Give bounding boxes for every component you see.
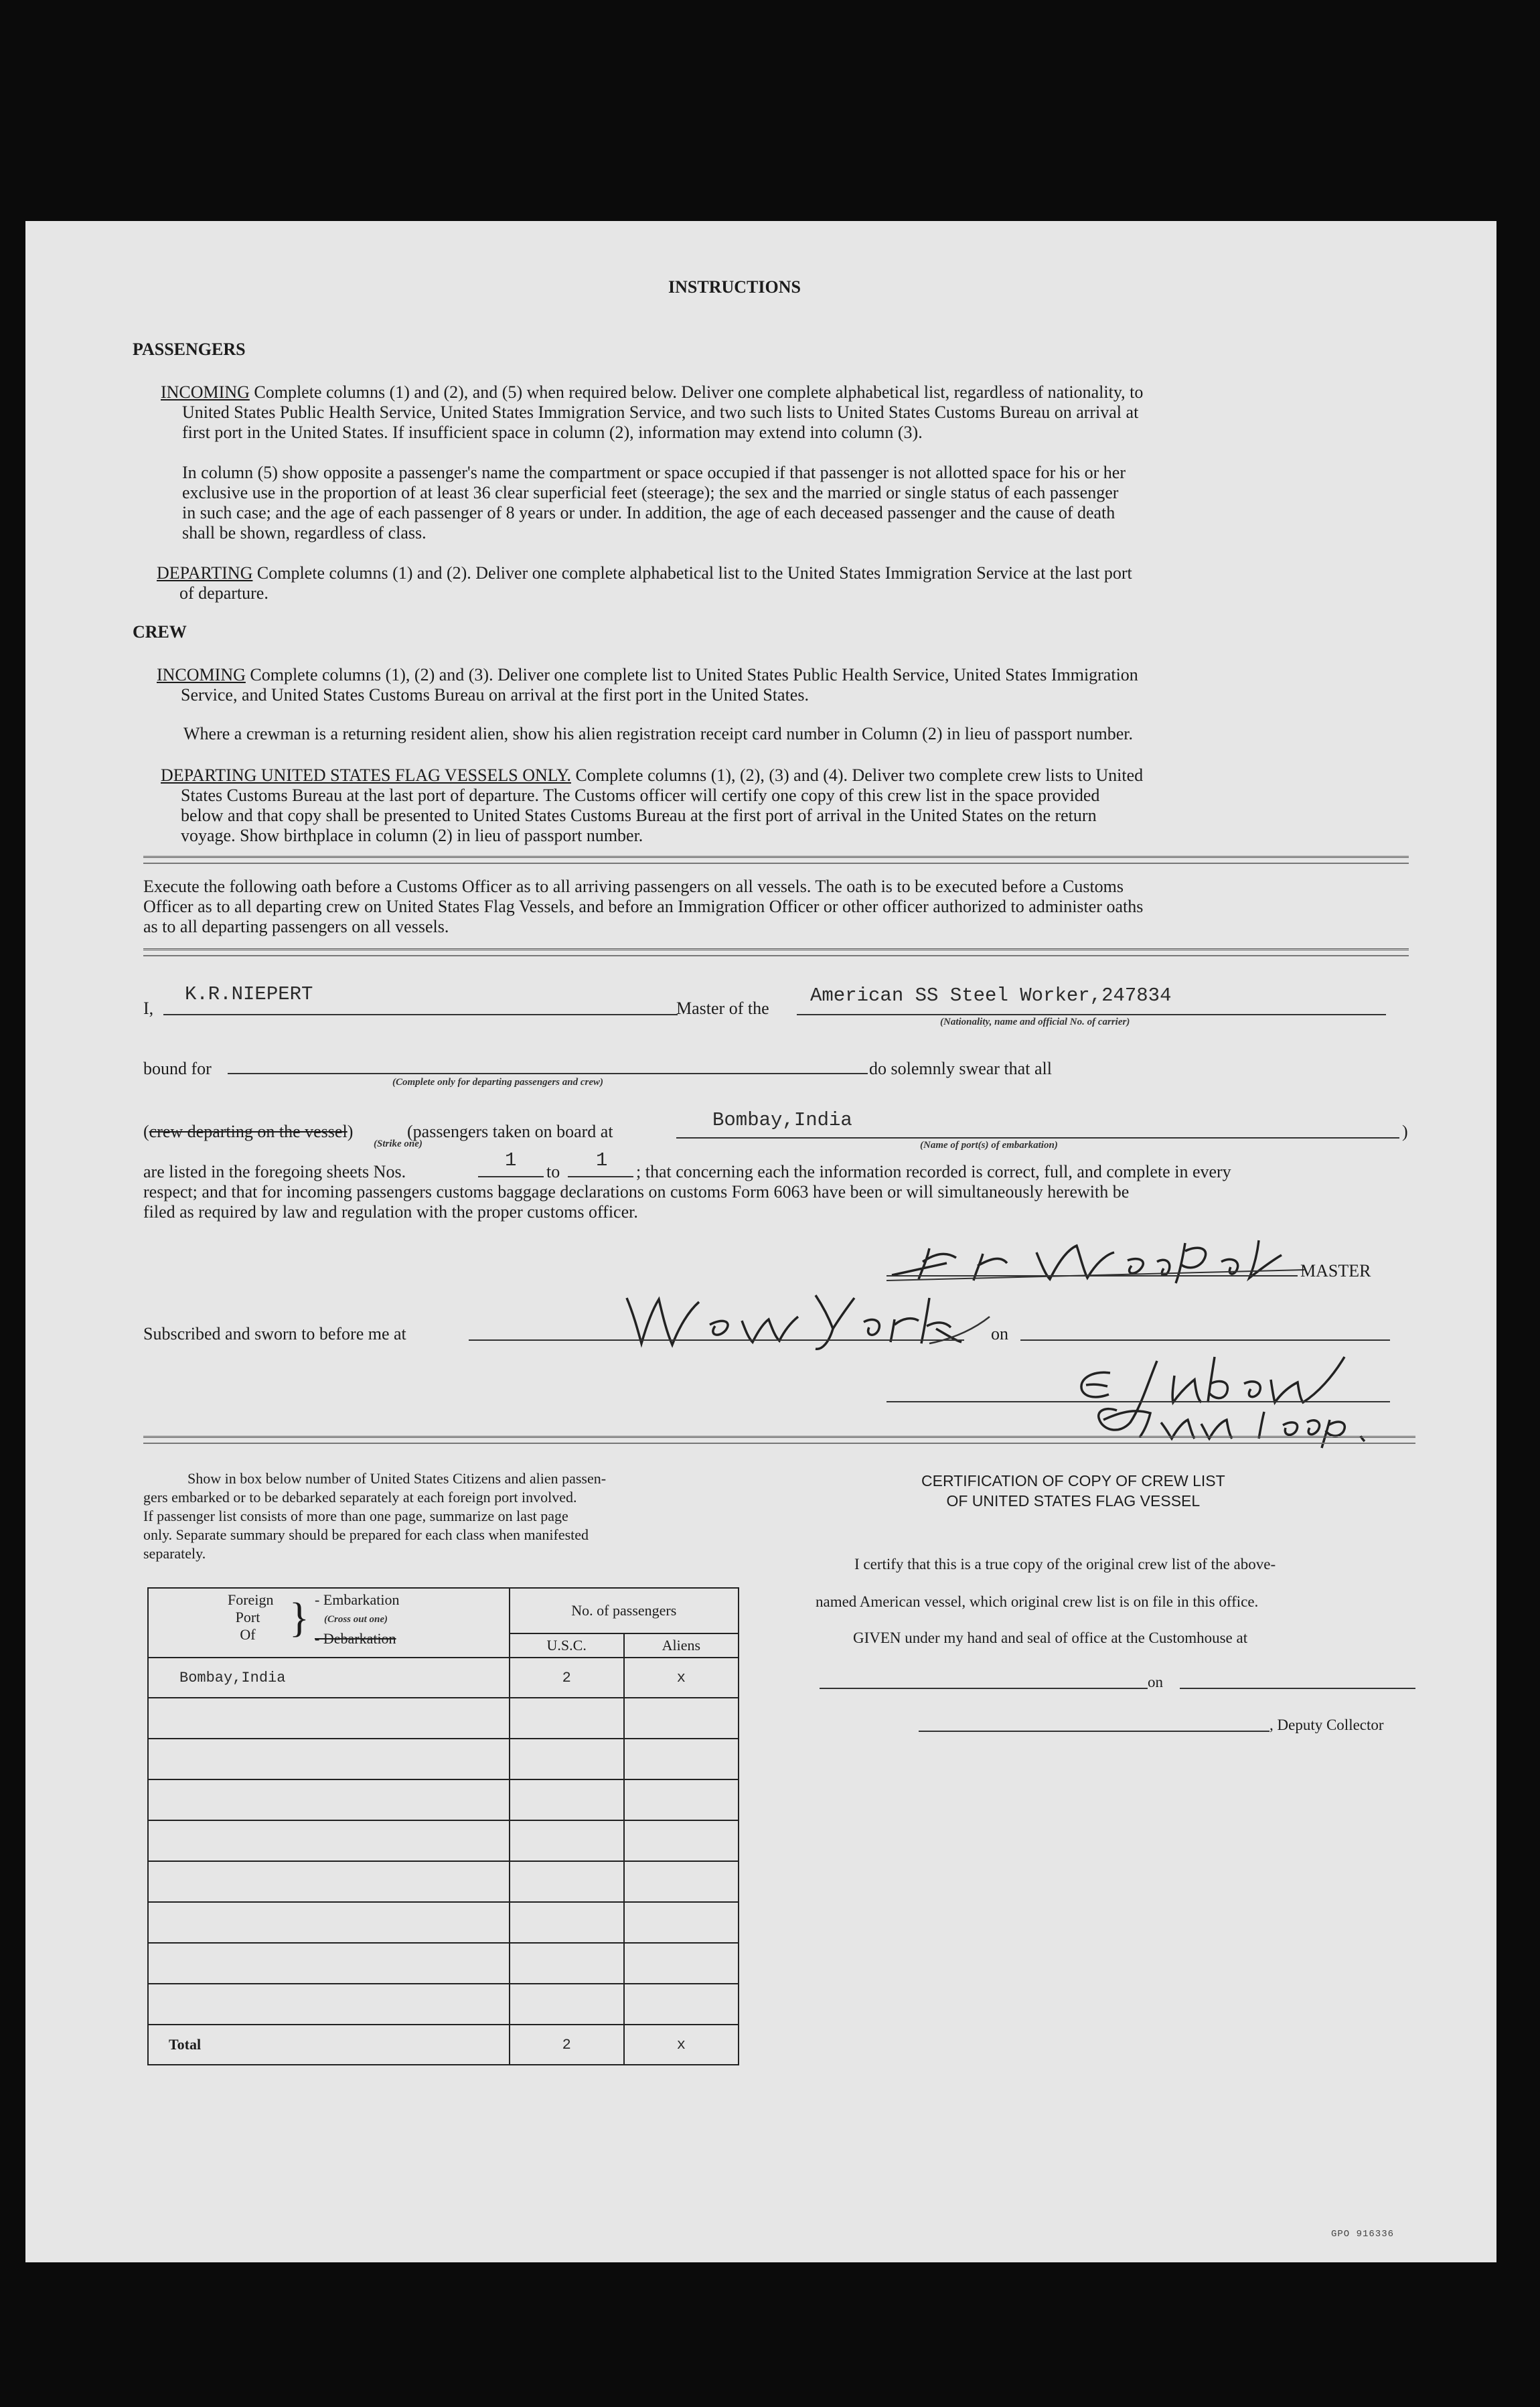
row-port[interactable] [148, 1943, 510, 1984]
bound-for-label: bound for [143, 1059, 212, 1078]
cross-out-caption: (Cross out one) [324, 1614, 388, 1625]
total-label: Total [148, 2025, 510, 2065]
crew-departing-label: DEPARTING UNITED STATES FLAG VESSELS ONLY. [161, 765, 571, 785]
summary-note-line2: gers embarked or to be debarked separately at each foreign port involved. [143, 1489, 577, 1506]
row-port[interactable] [148, 1861, 510, 1902]
row-port[interactable] [148, 1820, 510, 1861]
table-header-row [148, 1588, 739, 1633]
oath-intro-line3: as to all departing passengers on all vessels. [143, 917, 449, 936]
sheet-to-line [568, 1176, 633, 1177]
table-row [148, 1861, 739, 1902]
total-row [148, 2025, 739, 2065]
no-passengers-header: No. of passengers [510, 1588, 739, 1633]
on-label: on [991, 1324, 1008, 1343]
customhouse-line[interactable] [820, 1688, 1148, 1689]
master-name[interactable]: K.R.NIEPERT [185, 983, 313, 1005]
officer-signature [1030, 1337, 1452, 1451]
table-row [148, 1984, 739, 2025]
foreign-port-header [148, 1588, 510, 1658]
total-aliens[interactable]: x [624, 2025, 739, 2065]
certification-title [921, 1471, 1225, 1511]
row-usc[interactable]: 2 [510, 1658, 624, 1698]
instructions-title: INSTRUCTIONS [668, 277, 801, 297]
listed-rest: ; that concerning each the information recorded is correct, full, and complete in every [636, 1162, 1231, 1181]
row-port[interactable] [148, 1739, 510, 1779]
strike-caption: (Strike one) [374, 1139, 422, 1149]
row-aliens[interactable]: x [624, 1658, 739, 1698]
certification-line2: named American vessel, which original crew list is on file in this office. [816, 1593, 1259, 1610]
divider-rule [143, 948, 1409, 956]
passengers-incoming-line3: first port in the United States. If insufficient space in column (2), information may extend into column (3). [182, 423, 923, 442]
crew-heading: CREW [133, 622, 187, 642]
port-label: Port [235, 1609, 260, 1625]
row-port[interactable] [148, 1902, 510, 1943]
crew-departing-line1: DEPARTING UNITED STATES FLAG VESSELS ONLY. Complete columns (1), (2), (3) and (4). Deliver two complete crew lists to United [161, 765, 1144, 785]
aliens-header: Aliens [624, 1633, 739, 1658]
row-usc[interactable] [510, 1861, 624, 1902]
deputy-collector-label: , Deputy Collector [1269, 1717, 1384, 1733]
usc-header: U.S.C. [510, 1633, 624, 1658]
row-port[interactable]: Bombay,India [148, 1658, 510, 1698]
sheet-from[interactable]: 1 [505, 1149, 517, 1171]
passengers-taken-label: (passengers taken on board at [407, 1122, 613, 1141]
row-usc[interactable] [510, 1943, 624, 1984]
table-row [148, 1698, 739, 1739]
row-aliens[interactable] [624, 1779, 739, 1820]
row-aliens[interactable] [624, 1943, 739, 1984]
certification-line3: GIVEN under my hand and seal of office at the Customhouse at [853, 1629, 1248, 1646]
oath-line2: respect; and that for incoming passengers customs baggage declarations on customs Form 6063 have been or will simultaneously herewith be [143, 1182, 1130, 1201]
port-line [676, 1137, 1399, 1139]
summary-note-line4: only. Separate summary should be prepared for each class when manifested [143, 1526, 589, 1543]
crew-incoming-label: INCOMING [157, 665, 246, 684]
row-port[interactable] [148, 1698, 510, 1739]
master-signature-line[interactable] [887, 1275, 1298, 1277]
listed-label: are listed in the foregoing sheets Nos. [143, 1162, 406, 1181]
master-label: MASTER [1300, 1261, 1371, 1281]
table-row [148, 1658, 739, 1698]
row-usc[interactable] [510, 1820, 624, 1861]
passengers-incoming-line2: United States Public Health Service, United States Immigration Service, and two such lists to United States Customs Bureau on arrival at [182, 403, 1139, 422]
crew-incoming-line1: INCOMING Complete columns (1), (2) and (3). Deliver one complete list to United States Public Health Service, United States Immigration [157, 665, 1138, 684]
row-usc[interactable] [510, 1984, 624, 2025]
port-caption: (Name of port(s) of embarkation) [920, 1140, 1058, 1151]
passengers-incoming-line1: INCOMING Complete columns (1) and (2), and (5) when required below. Deliver one complete alphabetical list, regardless of nationality, to [161, 382, 1144, 402]
brace-glyph: } [289, 1595, 309, 1641]
summary-note-line5: separately. [143, 1545, 206, 1562]
sheet-to[interactable]: 1 [596, 1149, 608, 1171]
swear-label: do solemnly swear that all [869, 1059, 1052, 1078]
deputy-collector-line[interactable] [919, 1731, 1269, 1732]
row-aliens[interactable] [624, 1739, 739, 1779]
oath-intro-line2: Officer as to all departing crew on United States Flag Vessels, and before an Immigration Officer or other officer authorized to administer oaths [143, 897, 1144, 916]
column5-line2: exclusive use in the proportion of at least 36 clear superficial feet (steerage); the sex and the married or single status of each passenger [182, 483, 1119, 502]
form-number: GPO 916336 [1331, 2229, 1395, 2240]
of-label: Of [240, 1626, 256, 1643]
row-aliens[interactable] [624, 1984, 739, 2025]
row-usc[interactable] [510, 1779, 624, 1820]
vessel-caption: (Nationality, name and official No. of carrier) [940, 1017, 1130, 1027]
row-aliens[interactable] [624, 1698, 739, 1739]
certification-on-label: on [1148, 1674, 1163, 1690]
subscribed-label: Subscribed and sworn to before me at [143, 1324, 406, 1343]
embarkation-label[interactable]: - Embarkation [315, 1591, 400, 1608]
passengers-incoming-label: INCOMING [161, 382, 250, 402]
crew-departing-line4: voyage. Show birthplace in column (2) in lieu of passport number. [181, 826, 643, 845]
foreign-label: Foreign [228, 1591, 274, 1608]
column5-line4: shall be shown, regardless of class. [182, 523, 427, 542]
summary-note-line3: If passenger list consists of more than one page, summarize on last page [143, 1508, 568, 1524]
row-port[interactable] [148, 1779, 510, 1820]
row-usc[interactable] [510, 1698, 624, 1739]
officer-signature-line[interactable] [887, 1401, 1390, 1402]
crew-incoming-line2: Service, and United States Customs Bureau on arrival at the first port in the United States. [181, 685, 809, 705]
port-of-embarkation[interactable]: Bombay,India [712, 1109, 852, 1131]
summary-note-line1: Show in box below number of United States Citizens and alien passen- [187, 1470, 607, 1487]
bound-for-line[interactable] [228, 1073, 868, 1074]
table-row [148, 1820, 739, 1861]
column5-line1: In column (5) show opposite a passenger's name the compartment or space occupied if that passenger is not allotted space for his or her [182, 463, 1126, 482]
passengers-departing-line1: DEPARTING Complete columns (1) and (2). Deliver one complete alphabetical list to the United States Immigration Service at the last port [157, 563, 1132, 583]
vessel-line [797, 1014, 1386, 1015]
passenger-summary-table [147, 1587, 739, 2065]
crew-departing-option: (crew departing on the vessel) [143, 1122, 354, 1141]
passengers-departing-line2: of departure. [179, 583, 268, 603]
form-page [25, 221, 1496, 2262]
vessel-name[interactable]: American SS Steel Worker,247834 [810, 984, 1172, 1007]
total-usc[interactable]: 2 [510, 2025, 624, 2065]
oath-intro-line1: Execute the following oath before a Customs Officer as to all arriving passengers on all vessels. The oath is to be executed before a Customs [143, 877, 1124, 896]
row-usc[interactable] [510, 1902, 624, 1943]
debarkation-label[interactable]: - Debarkation [315, 1630, 396, 1647]
row-aliens[interactable] [624, 1820, 739, 1861]
divider-rule [143, 856, 1409, 864]
passengers-heading: PASSENGERS [133, 340, 246, 359]
crew-departing-line2: States Customs Bureau at the last port of departure. The Customs officer will certify one copy of this crew list in the space provided [181, 786, 1100, 805]
row-usc[interactable] [510, 1739, 624, 1779]
certification-title-line1: CERTIFICATION OF COPY OF CREW LIST [921, 1472, 1225, 1489]
row-port[interactable] [148, 1984, 510, 2025]
table-row [148, 1739, 739, 1779]
sheet-from-line [478, 1176, 544, 1177]
certification-line1: I certify that this is a true copy of the original crew list of the above- [854, 1556, 1276, 1573]
row-aliens[interactable] [624, 1861, 739, 1902]
table-row [148, 1902, 739, 1943]
certification-title-line2: OF UNITED STATES FLAG VESSEL [946, 1492, 1201, 1510]
divider-rule [143, 1436, 1415, 1444]
place-line[interactable] [469, 1339, 964, 1341]
crew-resident-line: Where a crewman is a returning resident alien, show his alien registration receipt card number in Column (2) in lieu of passport number. [183, 724, 1134, 743]
oath-i-label: I, [143, 999, 154, 1018]
table-row [148, 1779, 739, 1820]
crew-departing-struck: crew departing on the vessel [149, 1122, 348, 1141]
passengers-departing-label: DEPARTING [157, 563, 253, 583]
column5-line3: in such case; and the age of each passenger of 8 years or under. In addition, the age of each deceased passenger and the cause of death [182, 503, 1115, 522]
bound-for-caption: (Complete only for departing passengers and crew) [392, 1077, 603, 1088]
row-aliens[interactable] [624, 1902, 739, 1943]
oath-line3: filed as required by law and regulation with the proper customs officer. [143, 1202, 638, 1222]
crew-departing-line3: below and that copy shall be presented to United States Customs Bureau at the first port of arrival in the United States on the return [181, 806, 1097, 825]
table-row [148, 1943, 739, 1984]
master-of-label: Master of the [676, 999, 769, 1018]
close-paren: ) [1402, 1122, 1408, 1141]
to-label: to [546, 1162, 560, 1181]
master-name-line [163, 1014, 678, 1015]
certification-date-line[interactable] [1180, 1688, 1415, 1689]
